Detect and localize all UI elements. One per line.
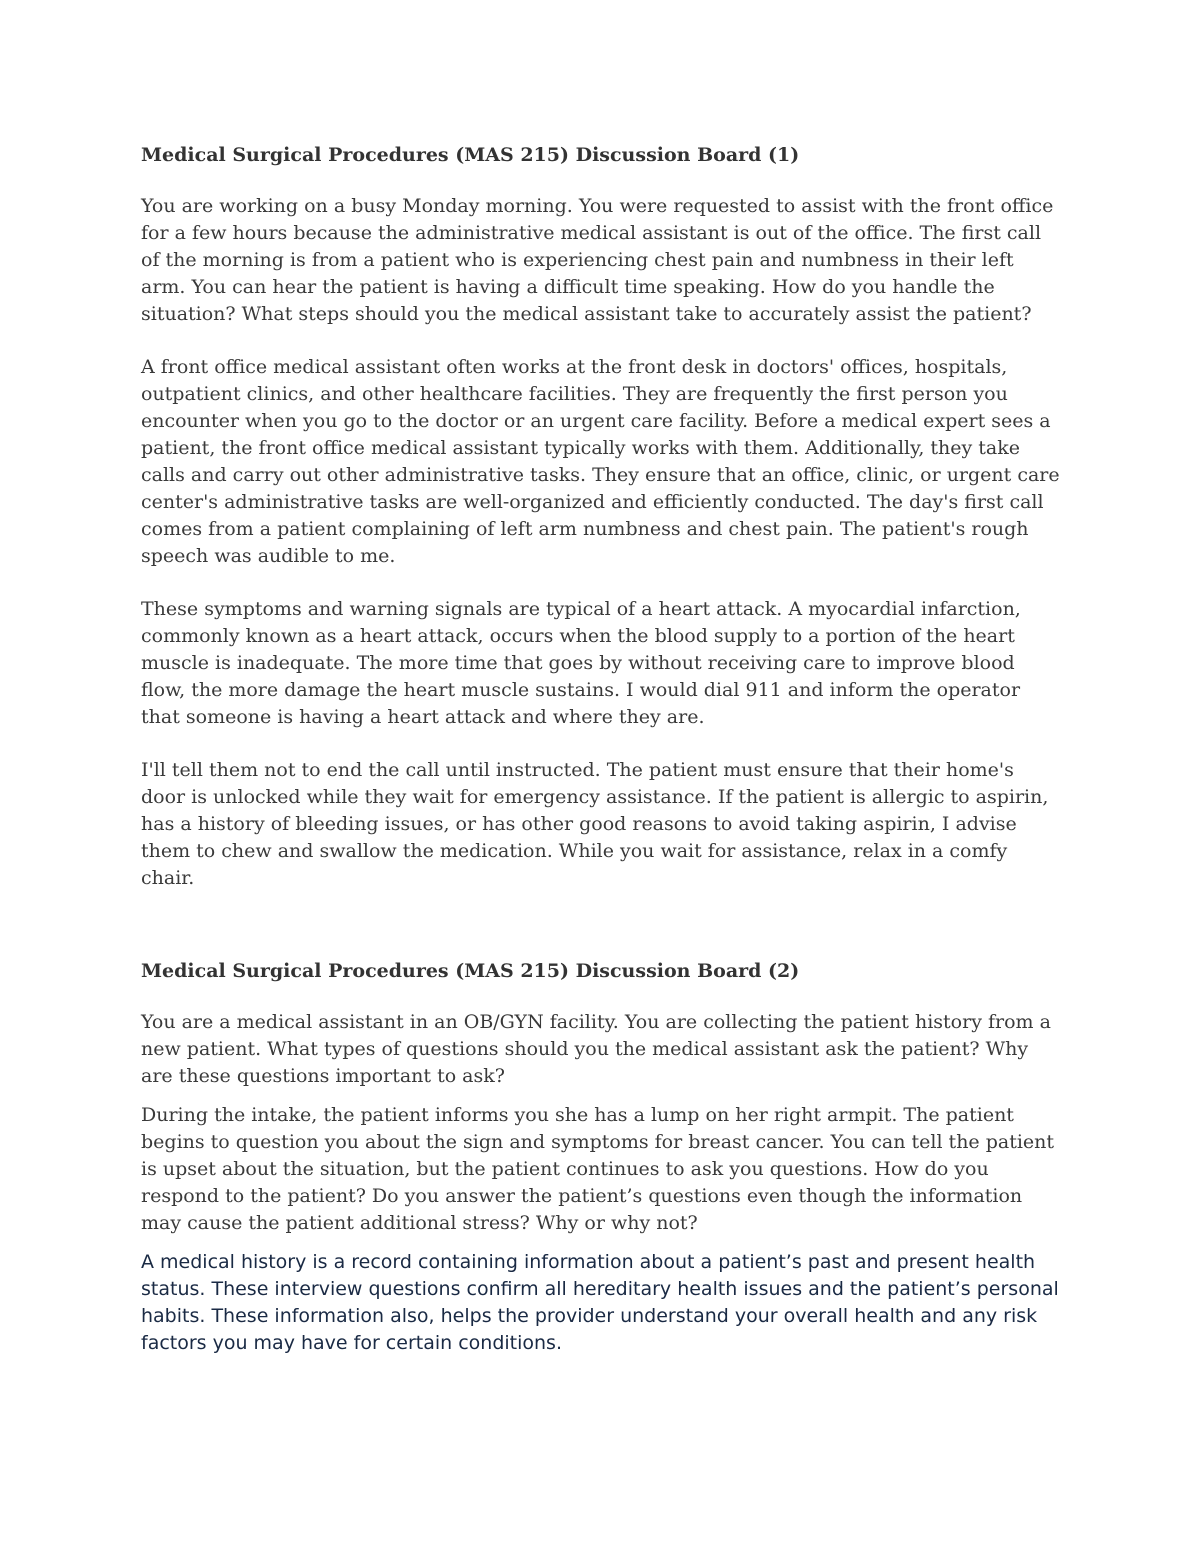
board-2-prompt-followup: During the intake, the patient informs you she has a lump on her right armpit. The patient begins to question you about the sign and symptoms for breast cancer. You can tell the patient is upset about the situation, but the patient continues to ask you questions. How do you respond to the patient? Do you answer the patient’s questions even though the information may cause the patient additional stress? Why or why not?	[141, 1104, 1055, 1234]
board-2-prompt: You are a medical assistant in an OB/GYN facility. You are collecting the patient history from a new patient. What types of questions should you the medical assistant ask the patient? Why are these questions important to ask?	[141, 1011, 1051, 1087]
board-1-response-paragraph: These symptoms and warning signals are typical of a heart attack. A myocardial infarction, commonly known as a heart attack, occurs when the blood supply to a portion of the heart muscle is inadequate. The more time that goes by without receiving care to improve blood flow, the more damage the heart muscle sustains. I would dial 911 and inform the operator that someone is having a heart attack and where they are.	[141, 598, 1021, 728]
board-2-title: Medical Surgical Procedures (MAS 215) Discussion Board (2)	[141, 960, 800, 982]
section-spacer	[141, 918, 1063, 958]
board-2-answer: A medical history is a record containing information about a patient’s past and present health status. These interview questions confirm all hereditary health issues and the patient’s personal habits. These information also, helps the provider understand your overall health and any risk factors you may have for certain conditions.	[141, 1251, 1059, 1354]
document-page	[141, 142, 1063, 1369]
board-1-response-paragraph: I'll tell them not to end the call until instructed. The patient must ensure that their home's door is unlocked while they wait for emergency assistance. If the patient is allergic to aspirin, has a history of bleeding issues, or has other good reasons to avoid taking aspirin, I advise them to chew and swallow the medication. While you wait for assistance, relax in a comfy chair.	[141, 759, 1049, 889]
board-1-response-paragraph: A front office medical assistant often works at the front desk in doctors' offices, hospitals, outpatient clinics, and other healthcare facilities. They are frequently the first person you encounter when you go to the doctor or an urgent care facility. Before a medical expert sees a patient, the front office medical assistant typically works with them. Additionally, they take calls and carry out other administrative tasks. They ensure that an office, clinic, or urgent care center's administrative tasks are well-organized and efficiently conducted. The day's first call comes from a patient complaining of left arm numbness and chest pain. The patient's rough speech was audible to me.	[141, 356, 1060, 567]
discussion-board-2	[141, 958, 1063, 1357]
discussion-board-1	[141, 142, 1063, 892]
board-1-title: Medical Surgical Procedures (MAS 215) Discussion Board (1)	[141, 144, 800, 166]
board-1-prompt: You are working on a busy Monday morning. You were requested to assist with the front office for a few hours because the administrative medical assistant is out of the office. The first call of the morning is from a patient who is experiencing chest pain and numbness in their left arm. You can hear the patient is having a difficult time speaking. How do you handle the situation? What steps should you the medical assistant take to accurately assist the patient?	[141, 195, 1054, 325]
